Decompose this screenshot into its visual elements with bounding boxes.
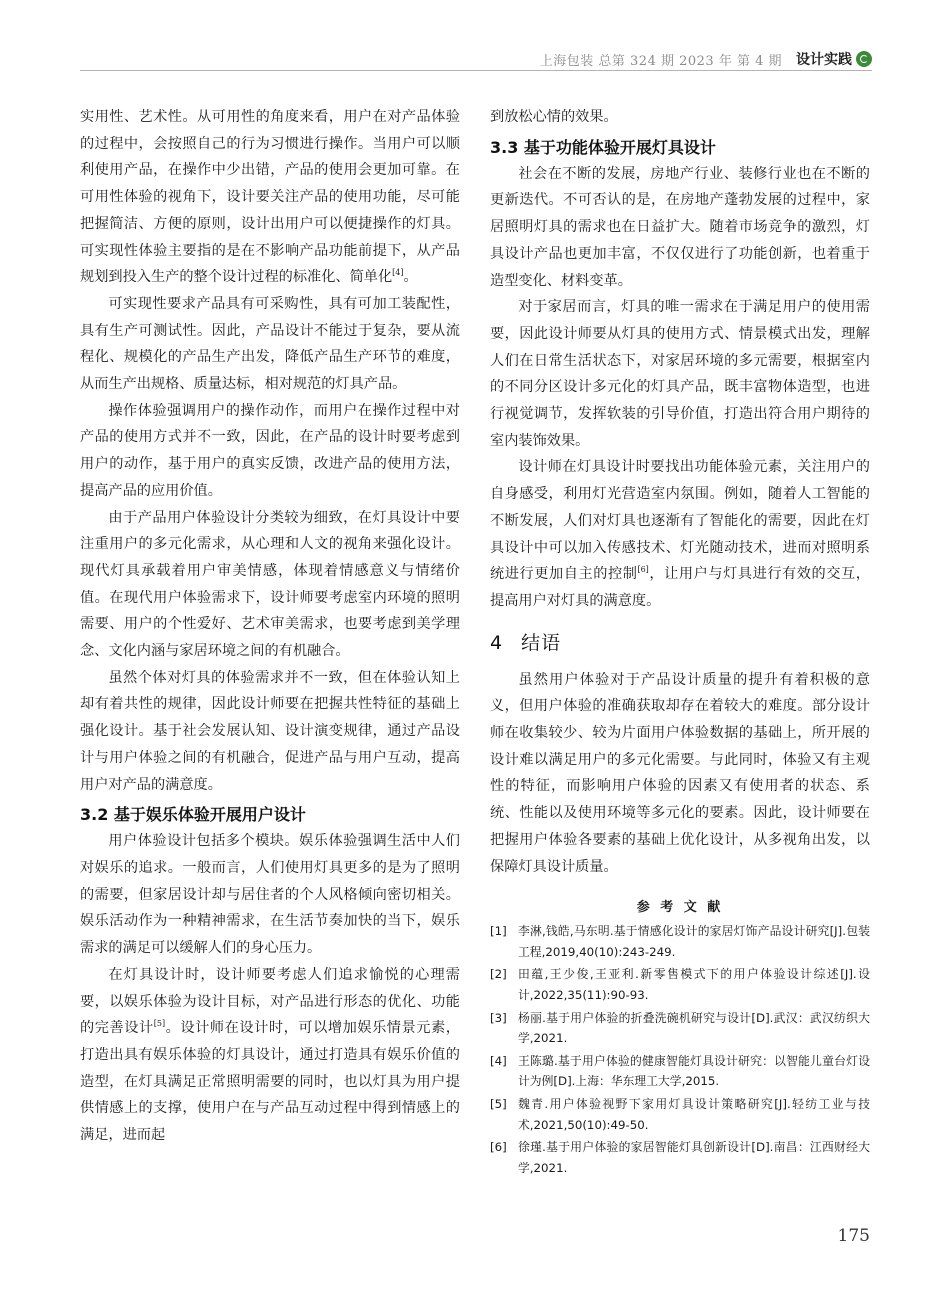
paragraph: 操作体验强调用户的操作动作，而用户在操作过程中对产品的使用方式并不一致，因此，在产品的设计时要考虑到用户的动作，基于用户的真实反馈，改进产品的使用方法，提高产品的应用价值。	[80, 402, 460, 499]
paragraph: 虽然个体对灯具的体验需求并不一致，但在体验认知上却有着共性的规律，因此设计师要在把握共性特征的基础上强化设计。基于社会发展认知、设计演变规律，通过产品设计与用户体验之间的有机融合，促进产品与用户互动，提高用户对产品的满意度。	[80, 669, 460, 793]
reference-text: 王陈璐.基于用户体验的健康智能灯具设计研究：以智能儿童台灯设计为例[D].上海：华东理工大学,2015.	[518, 1053, 870, 1089]
references-title: 参 考 文 献	[636, 900, 724, 916]
paragraph: 由于产品用户体验设计分类较为细致，在灯具设计中要注重用户的多元化需求，从心理和人文的视角来强化设计。现代灯具承载着用户审美情感，体现着情感意义与情绪价值。在现代用户体验需求下，设计师要考虑室内环境的照明需要、用户的个性爱好、艺术审美需求，也要考虑到美学理念、文化内涵与家居环境之间的有机融合。	[80, 509, 460, 660]
citation[interactable]: [6]	[637, 565, 649, 575]
page-number: 175	[837, 1226, 870, 1246]
paragraph: 用户体验设计包括多个模块。娱乐体验强调生活中人们对娱乐的追求。一般而言，人们使用灯具更多的是为了照明的需要，但家居设计却与居住者的个人风格倾向密切相关。娱乐活动作为一种精神需求，在生活节奏加快的当下，娱乐需求的满足可以缓解人们的身心压力。	[80, 833, 460, 957]
subsection-heading-3-2: 3.2 基于娱乐体验开展用户设计	[80, 805, 306, 825]
paragraph: 设计师在灯具设计时要找出功能体验元素，关注用户的自身感受，利用灯光营造室内氛围。例如，随着人工智能的不断发展，人们对灯具也逐渐有了智能化的需要，因此在灯具设计中可以加入传感技术、灯光随动技术，进而对照明系统进行更加自主的控制[6]，让用户与灯具进行有效的交互，提高用户对灯具的满意度。	[490, 459, 870, 609]
reference-number: [3]	[490, 1010, 507, 1025]
citation[interactable]: [4]	[392, 268, 404, 278]
journal-info: 上海包装 总第 324 期 2023 年 第 4 期	[539, 53, 782, 69]
reference-number: [2]	[490, 967, 507, 982]
paragraph: 实用性、艺术性。从可用性的角度来看，用户在对产品体验的过程中，会按照自己的行为习惯进行操作。当用户可以顺利使用产品，在操作中少出错，产品的使用会更加可靠。在可用性体验的视角下，设计要关注产品的使用功能，尽可能把握简洁、方便的原则，设计出用户可以便捷操作的灯具。可实现性体验主要指的是在不影响产品功能前提下，从产品规划到投入生产的整个设计过程的标准化、简单化[4]。	[80, 109, 460, 286]
reference-text: 徐瑾.基于用户体验的家居智能灯具创新设计[D].南昌：江西财经大学,2021.	[518, 1140, 870, 1175]
reference-number: [6]	[490, 1140, 507, 1155]
citation[interactable]: [5]	[153, 1019, 166, 1029]
reference-item	[490, 1094, 870, 1135]
reference-text: 魏青.用户体验视野下家用灯具设计策略研究[J].轻纺工业与技术,2021,50(10):49-50.	[518, 1097, 870, 1132]
section-title: 设计实践	[796, 52, 852, 68]
references-list	[490, 921, 870, 1178]
paragraph: 可实现性要求产品具有可采购性，具有可加工装配性，具有生产可测试性。因此，产品设计不能过于复杂，要从流程化、规模化的产品生产出发，降低产品生产环节的难度，从而生产出规格、质量达标，相对规范的灯具产品。	[80, 295, 460, 393]
reference-text: 田蕴,王少俊,王亚利.新零售模式下的用户体验设计综述[J].设计,2022,35(11):90-93.	[518, 967, 870, 1003]
section-heading-4: 4 结语	[490, 631, 562, 654]
journal-logo-icon	[856, 51, 872, 67]
right-column	[490, 104, 870, 1180]
running-header	[80, 48, 872, 71]
reference-number: [4]	[490, 1053, 507, 1068]
reference-item	[490, 921, 870, 962]
reference-number: [5]	[490, 1097, 507, 1112]
paragraph: 在灯具设计时，设计师要考虑人们追求愉悦的心理需要，以娱乐体验为设计目标，对产品进行形态的优化、功能的完善设计[5]。设计师在设计时，可以增加娱乐情景元素，打造出具有娱乐体验的灯具设计，通过打造具有娱乐价值的造型，在灯具满足正常照明需要的同时，也以灯具为用户提供情感上的支撑，使用户在与产品互动过程中得到情感上的满足，进而起	[80, 966, 460, 1144]
reference-item	[490, 1051, 870, 1092]
reference-item	[490, 1008, 870, 1049]
reference-text: 李淋,钱皓,马东明.基于情感化设计的家居灯饰产品设计研究[J].包装工程,2019,40(10):243-249.	[518, 924, 870, 959]
paragraph: 社会在不断的发展，房地产行业、装修行业也在不断的更新迭代。不可否认的是，在房地产蓬勃发展的过程中，家居照明灯具的需求也在日益扩大。随着市场竞争的激烈，灯具设计产品也更加丰富，不仅仅进行了功能创新，也着重于造型变化、材料变革。	[490, 165, 870, 289]
reference-text: 杨丽.基于用户体验的折叠洗碗机研究与设计[D].武汉：武汉纺织大学,2021.	[518, 1010, 870, 1046]
left-column	[80, 104, 460, 1149]
paragraph: 对于家居而言，灯具的唯一需求在于满足用户的使用需要，因此设计师要从灯具的使用方式、情景模式出发，理解人们在日常生活状态下，对家居环境的多元需要，根据室内的不同分区设计多元化的灯具产品，既丰富物体造型，也进行视觉调节，发挥软装的引导价值，打造出符合用户期待的室内装饰效果。	[490, 299, 870, 449]
subsection-heading-3-3: 3.3 基于功能体验开展灯具设计	[490, 137, 716, 157]
reference-item	[490, 964, 870, 1005]
reference-number: [1]	[490, 924, 507, 939]
paragraph: 到放松心情的效果。	[490, 109, 618, 125]
paragraph: 虽然用户体验对于产品设计质量的提升有着积极的意义，但用户体验的准确获取却存在着较大的难度。部分设计师在收集较少、较为片面用户体验数据的基础上，所开展的设计难以满足用户的多元化需要。与此同时，体验又有主观性的特征，而影响用户体验的因素又有使用者的状态、系统、性能以及使用环境等多元化的要素。因此，设计师要在把握用户体验各要素的基础上优化设计，从多视角出发，以保障灯具设计质量。	[490, 671, 870, 875]
reference-item	[490, 1137, 870, 1178]
